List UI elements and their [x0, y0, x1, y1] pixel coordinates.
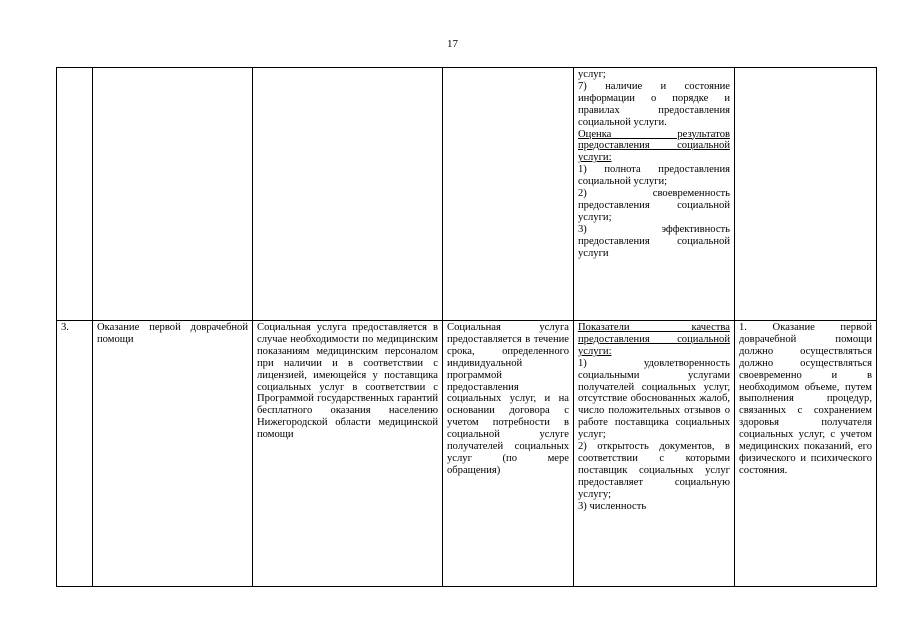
indicator-line: 2) открытость документов, в соответствии с которыми поставщик социальных услуг предоставляет социальную услугу;	[578, 441, 730, 500]
cell-quality-indicators	[574, 68, 735, 321]
cell-service-name	[93, 68, 253, 321]
cell-conditions	[735, 68, 877, 321]
cell-term	[443, 68, 574, 321]
indicator-line: 2) своевременность предоставления социальной услуги;	[578, 188, 730, 223]
cell-number	[57, 68, 93, 321]
indicator-line: 7) наличие и состояние информации о порядке и правилах предоставления социальной услуги.	[578, 80, 730, 128]
cell-conditions: 1. Оказание первой доврачебной помощи должно осуществляться должно осуществляться своевременно и в необходимом объеме, путем выполнения процедур, связанных с сохранением здоровья получателя социальных услуг, с учетом медицинских показаний, его физического и психического состояния.	[735, 321, 877, 587]
cell-quality-indicators	[574, 321, 735, 587]
table-row	[57, 321, 877, 587]
cell-term: Социальная услуга предоставляется в течение срока, определенного индивидуальной программой предоставления социальных услуг, и на основании договора с учетом потребности в социальной услуге получателей социальных услуг (по мере обращения)	[443, 321, 574, 587]
cell-number: 3.	[57, 321, 93, 587]
indicator-line: 3) численность	[578, 500, 647, 512]
table-row	[57, 68, 877, 321]
indicator-line: 3) эффективность предоставления социальной услуги	[578, 223, 730, 259]
services-table	[56, 67, 877, 587]
cell-description	[253, 68, 443, 321]
indicator-line: услуг;	[578, 69, 606, 80]
cell-description: Социальная услуга предоставляется в случае необходимости по медицинским показаниям медицинским персоналом при наличии и в соответствии с лицензией, имеющейся у поставщика социальных услуг в соответствии с Программой государственных гарантий бесплатного оказания населению Нижегородской области медицинской помощи	[253, 321, 443, 587]
cell-service-name: Оказание первой доврачебной помощи	[93, 321, 253, 587]
page-number: 17	[447, 38, 458, 50]
indicator-heading: Показатели качества предоставления социальной услуги:	[578, 322, 730, 357]
indicator-heading: Оценка результатов предоставления социальной услуги:	[578, 128, 730, 164]
indicator-line: 1) полнота предоставления социальной услуги;	[578, 164, 730, 188]
indicator-line: 1) удовлетворенность социальными услугами получателей социальных услуг, отсутствие обоснованных жалоб, число положительных отзывов о работе поставщика социальных услуг;	[578, 357, 730, 441]
